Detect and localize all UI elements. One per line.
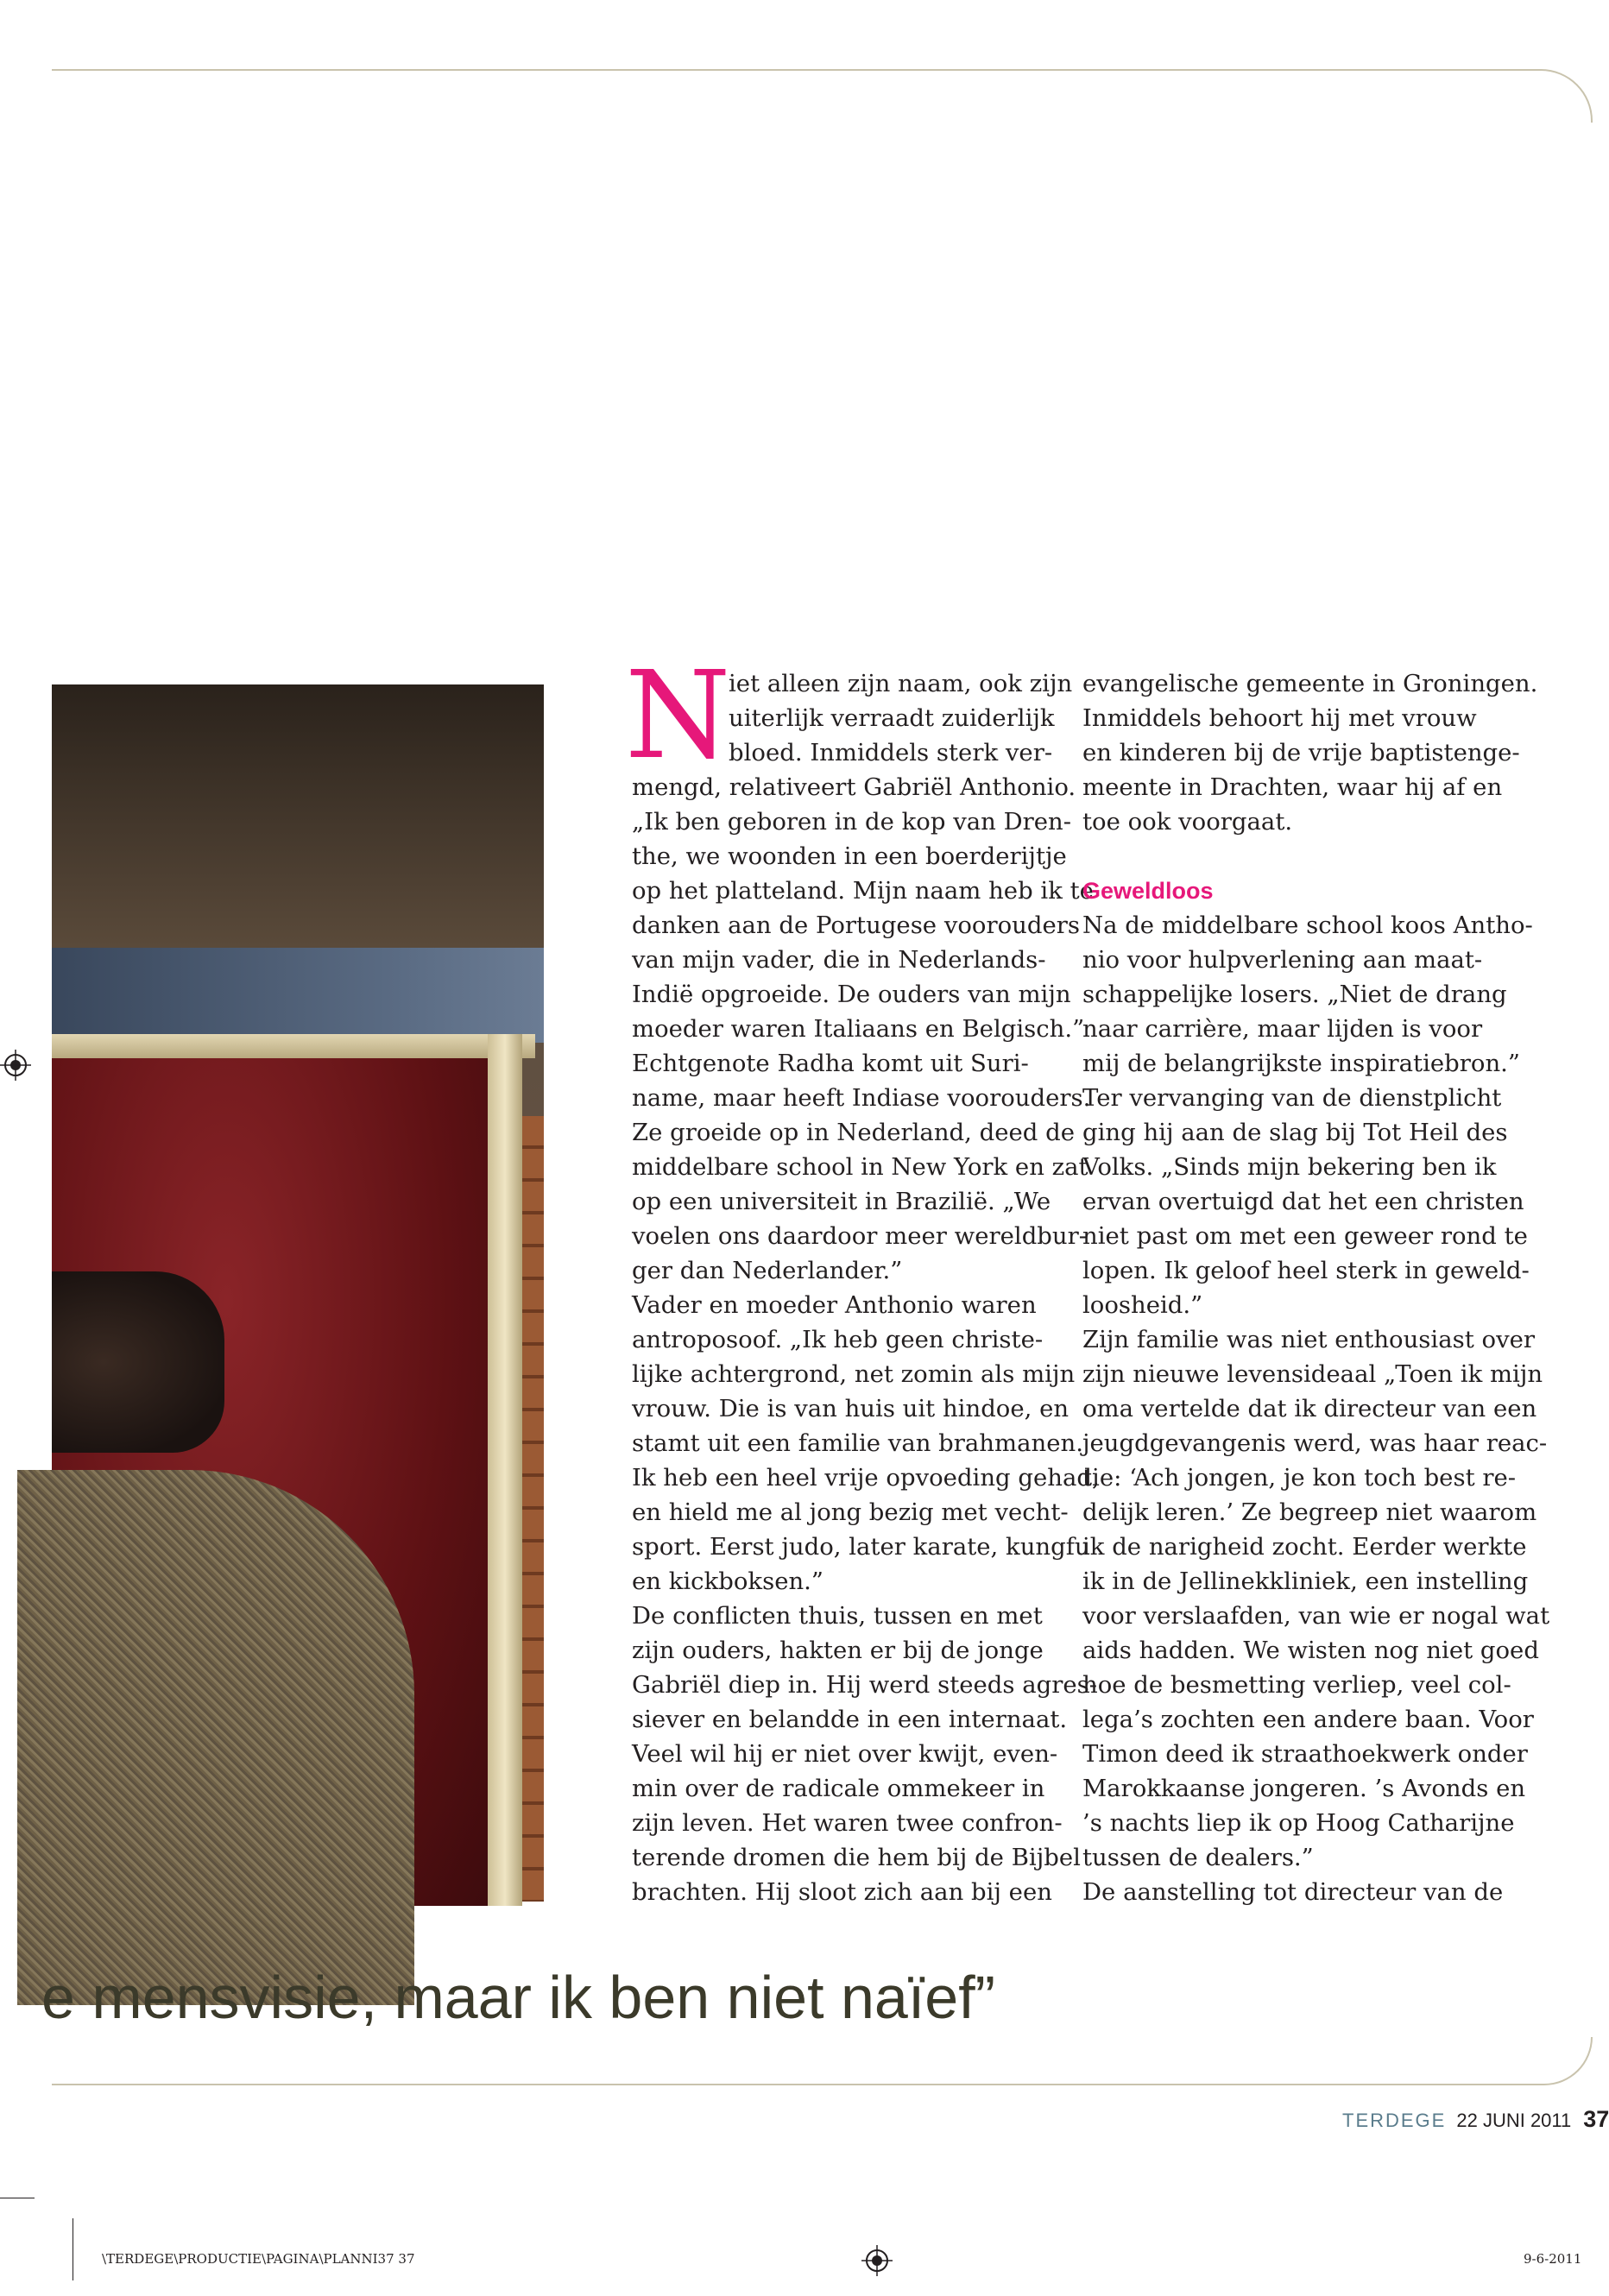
article-line: oma vertelde dat ik directeur van een: [1082, 1395, 1537, 1422]
article-line: middelbare school in New York en zat: [632, 1153, 1088, 1181]
article-line: hoe de besmetting verliep, veel col-: [1082, 1671, 1511, 1699]
column-2-body-lines: [1082, 908, 1550, 1909]
article-line: Indië opgroeide. De ouders van mijn: [632, 981, 1071, 1008]
article-line: nio voor hulpverlening aan maat-: [1082, 946, 1483, 974]
article-line: moeder waren Italiaans en Belgisch.”: [632, 1015, 1085, 1043]
article-photo: [52, 684, 544, 1902]
photo-tweed-jacket: [17, 1470, 414, 2005]
article-line: en hield me al jong bezig met vecht-: [632, 1498, 1069, 1526]
photo-door-frame-side: [488, 1034, 522, 1906]
photo-blue-wall: [52, 948, 544, 1043]
article-line: en kinderen bij de vrije baptistenge-: [1082, 739, 1520, 766]
article-line: meente in Drachten, waar hij af en: [1082, 773, 1503, 801]
top-frame-rule: [52, 69, 1593, 123]
article-line: mij de belangrijkste inspiratiebron.”: [1082, 1050, 1520, 1077]
article-line: min over de radicale ommekeer in: [632, 1775, 1045, 1802]
article-line: op het platteland. Mijn naam heb ik te: [632, 877, 1094, 905]
article-line: danken aan de Portugese voorouders: [632, 911, 1081, 939]
article-column-2: [1082, 666, 1550, 1909]
photo-head-silhouette: [52, 1271, 224, 1453]
article-line: Veel wil hij er niet over kwijt, even-: [632, 1740, 1058, 1768]
article-line: „Ik ben geboren in de kop van Dren-: [632, 808, 1072, 836]
article-line: Volks. „Sinds mijn bekering ben ik: [1082, 1153, 1497, 1181]
article-line: zijn ouders, hakten er bij de jonge: [632, 1637, 1044, 1664]
article-line: the, we woonden in een boerderijtje: [632, 842, 1067, 870]
article-line: Gabriël diep in. Hij werd steeds agres-: [632, 1671, 1098, 1699]
drop-cap: N: [625, 646, 731, 786]
article-line: loosheid.”: [1082, 1291, 1203, 1319]
article-line: naar carrière, maar lijden is voor: [1082, 1015, 1483, 1043]
article-line: zijn leven. Het waren twee confron-: [632, 1809, 1063, 1837]
article-line: delijk leren.’ Ze begreep niet waarom: [1082, 1498, 1537, 1526]
article-line: tie: ‘Ach jongen, je kon toch best re-: [1082, 1464, 1517, 1492]
article-line: sport. Eerst judo, later karate, kungfu: [632, 1533, 1090, 1561]
article-line: Na de middelbare school koos Antho-: [1082, 911, 1533, 939]
article-line: Timon deed ik straathoekwerk onder: [1082, 1740, 1528, 1768]
article-line: antroposoof. „Ik heb geen christe-: [632, 1326, 1044, 1353]
page-number: 37: [1583, 2106, 1609, 2132]
column-2-spacer: [1082, 839, 1523, 874]
article-line: bloed. Inmiddels sterk ver-: [729, 739, 1053, 766]
slug-date: 9-6-2011: [1524, 2251, 1582, 2267]
article-line: lega’s zochten een andere baan. Voor: [1082, 1706, 1534, 1733]
article-line: Vader en moeder Anthonio waren: [632, 1291, 1037, 1319]
pull-quote: e mensvisie, maar ik ben niet naïef”: [41, 1964, 995, 2031]
article-line: ’s nachts liep ik op Hoog Catharijne: [1082, 1809, 1515, 1837]
article-line: Ze groeide op in Nederland, deed de: [632, 1119, 1075, 1146]
article-line: Echtgenote Radha komt uit Suri-: [632, 1050, 1029, 1077]
article-line: en kickboksen.”: [632, 1567, 823, 1595]
article-line: Ik heb een heel vrije opvoeding gehad,: [632, 1464, 1100, 1492]
article-line: Marokkaanse jongeren. ’s Avonds en: [1082, 1775, 1526, 1802]
article-line: siever en belandde in een internaat.: [632, 1706, 1068, 1733]
article-line: zijn nieuwe levensideaal „Toen ik mijn: [1082, 1360, 1543, 1388]
article-line: Ter vervanging van de dienstplicht: [1082, 1084, 1502, 1112]
article-line: van mijn vader, die in Nederlands-: [632, 946, 1046, 974]
article-line: stamt uit een familie van brahmanen.: [632, 1429, 1083, 1457]
article-line: ging hij aan de slag bij Tot Heil des: [1082, 1119, 1508, 1146]
article-line: ik de narigheid zocht. Eerder werkte: [1082, 1533, 1527, 1561]
article-line: brachten. Hij sloot zich aan bij een: [632, 1878, 1052, 1906]
article-line: name, maar heeft Indiase voorouders.: [632, 1084, 1091, 1112]
article-line: ervan overtuigd dat het een christen: [1082, 1188, 1524, 1215]
article-line: niet past om met een geweer rond te: [1082, 1222, 1528, 1250]
article-line: lijke achtergrond, net zomin als mijn: [632, 1360, 1076, 1388]
article-line: mengd, relativeert Gabriël Anthonio.: [632, 773, 1076, 801]
article-line: terende dromen die hem bij de Bijbel: [632, 1844, 1081, 1871]
article-line: op een universiteit in Brazilië. „We: [632, 1188, 1051, 1215]
article-line: voor verslaafden, van wie er nogal wat: [1082, 1602, 1550, 1630]
article-line: voelen ons daardoor meer wereldbur-: [632, 1222, 1088, 1250]
article-line: tussen de dealers.”: [1082, 1844, 1314, 1871]
article-line: De aanstelling tot directeur van de: [1082, 1878, 1504, 1906]
slug-file-path: \TERDEGE\PRODUCTIE\PAGINA\PLANNI37 37: [102, 2251, 415, 2267]
article-line: jeugdgevangenis werd, was haar reac-: [1082, 1429, 1548, 1457]
photo-door-frame-top: [52, 1034, 535, 1058]
article-line: ik in de Jellinekkliniek, een instelling: [1082, 1567, 1529, 1595]
issue-date: 22 JUNI 2011: [1456, 2110, 1572, 2131]
article-line: Zijn familie was niet enthousiast over: [1082, 1326, 1536, 1353]
photo-ceiling: [52, 684, 544, 948]
registration-mark-icon: [861, 2245, 893, 2276]
article-line: ger dan Nederlander.”: [632, 1257, 903, 1284]
article-line: toe ook voorgaat.: [1082, 808, 1293, 836]
article-line: De conflicten thuis, tussen en met: [632, 1602, 1043, 1630]
registration-mark-icon: [0, 1050, 31, 1081]
article-line: uiterlijk verraadt zuiderlijk: [729, 704, 1055, 732]
magazine-name: TERDEGE: [1342, 2110, 1447, 2131]
article-line: evangelische gemeente in Groningen.: [1082, 670, 1538, 697]
article-line: iet alleen zijn naam, ook zijn: [729, 670, 1073, 697]
article-line: Inmiddels behoort hij met vrouw: [1082, 704, 1477, 732]
article-line: schappelijke losers. „Niet de drang: [1082, 981, 1507, 1008]
bottom-frame-rule: [52, 2037, 1593, 2085]
article-column-1: [632, 666, 1100, 1909]
column-2-intro-lines: [1082, 666, 1538, 839]
article-line: aids hadden. We wisten nog niet goed: [1082, 1637, 1539, 1664]
article-line: lopen. Ik geloof heel sterk in geweld-: [1082, 1257, 1530, 1284]
article-line: vrouw. Die is van huis uit hindoe, en: [632, 1395, 1070, 1422]
section-subhead: Geweldloos: [1082, 878, 1214, 904]
page-folio: [1342, 2102, 1609, 2136]
